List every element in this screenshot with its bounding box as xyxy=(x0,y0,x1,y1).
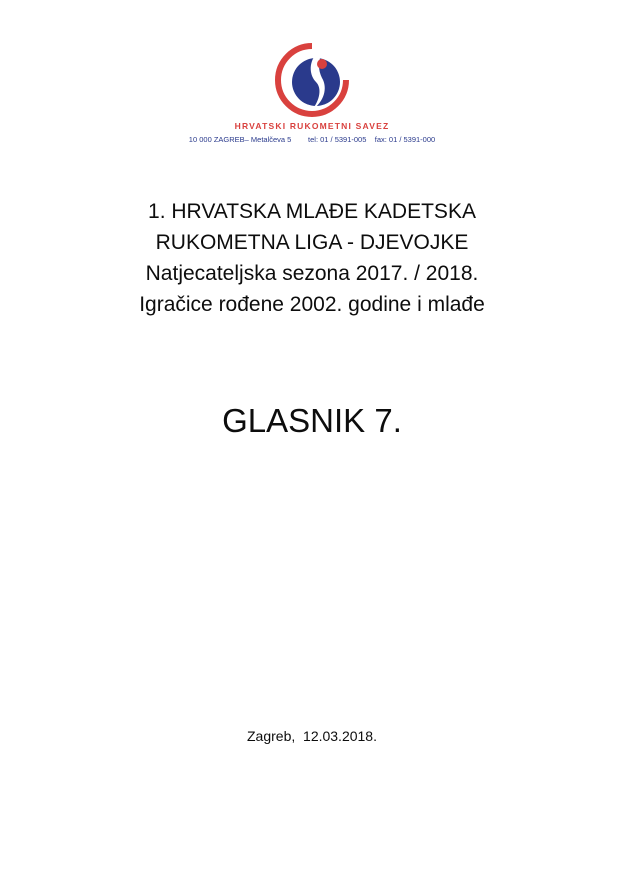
title-line-league: 1. HRVATSKA MLAĐE KADETSKA xyxy=(148,200,476,223)
organization-name: HRVATSKI RUKOMETNI SAVEZ xyxy=(234,121,390,131)
organization-address: 10 000 ZAGREB– Metalčeva 5 tel: 01 / 5391-005 fax: 01 / 5391-000 xyxy=(188,135,436,144)
title-line-season: Natjecateljska sezona 2017. / 2018. xyxy=(145,262,479,285)
place-and-date: Zagreb, 12.03.2018. xyxy=(247,728,377,744)
title-line-league-type: RUKOMETNA LIGA - DJEVOJKE xyxy=(155,231,469,254)
bulletin-number: GLASNIK 7. xyxy=(222,402,402,439)
document-title xyxy=(0,196,624,320)
handball-federation-logo-icon xyxy=(272,40,352,120)
title-line-eligibility: Igračice rođene 2002. godine i mlađe xyxy=(139,293,485,316)
